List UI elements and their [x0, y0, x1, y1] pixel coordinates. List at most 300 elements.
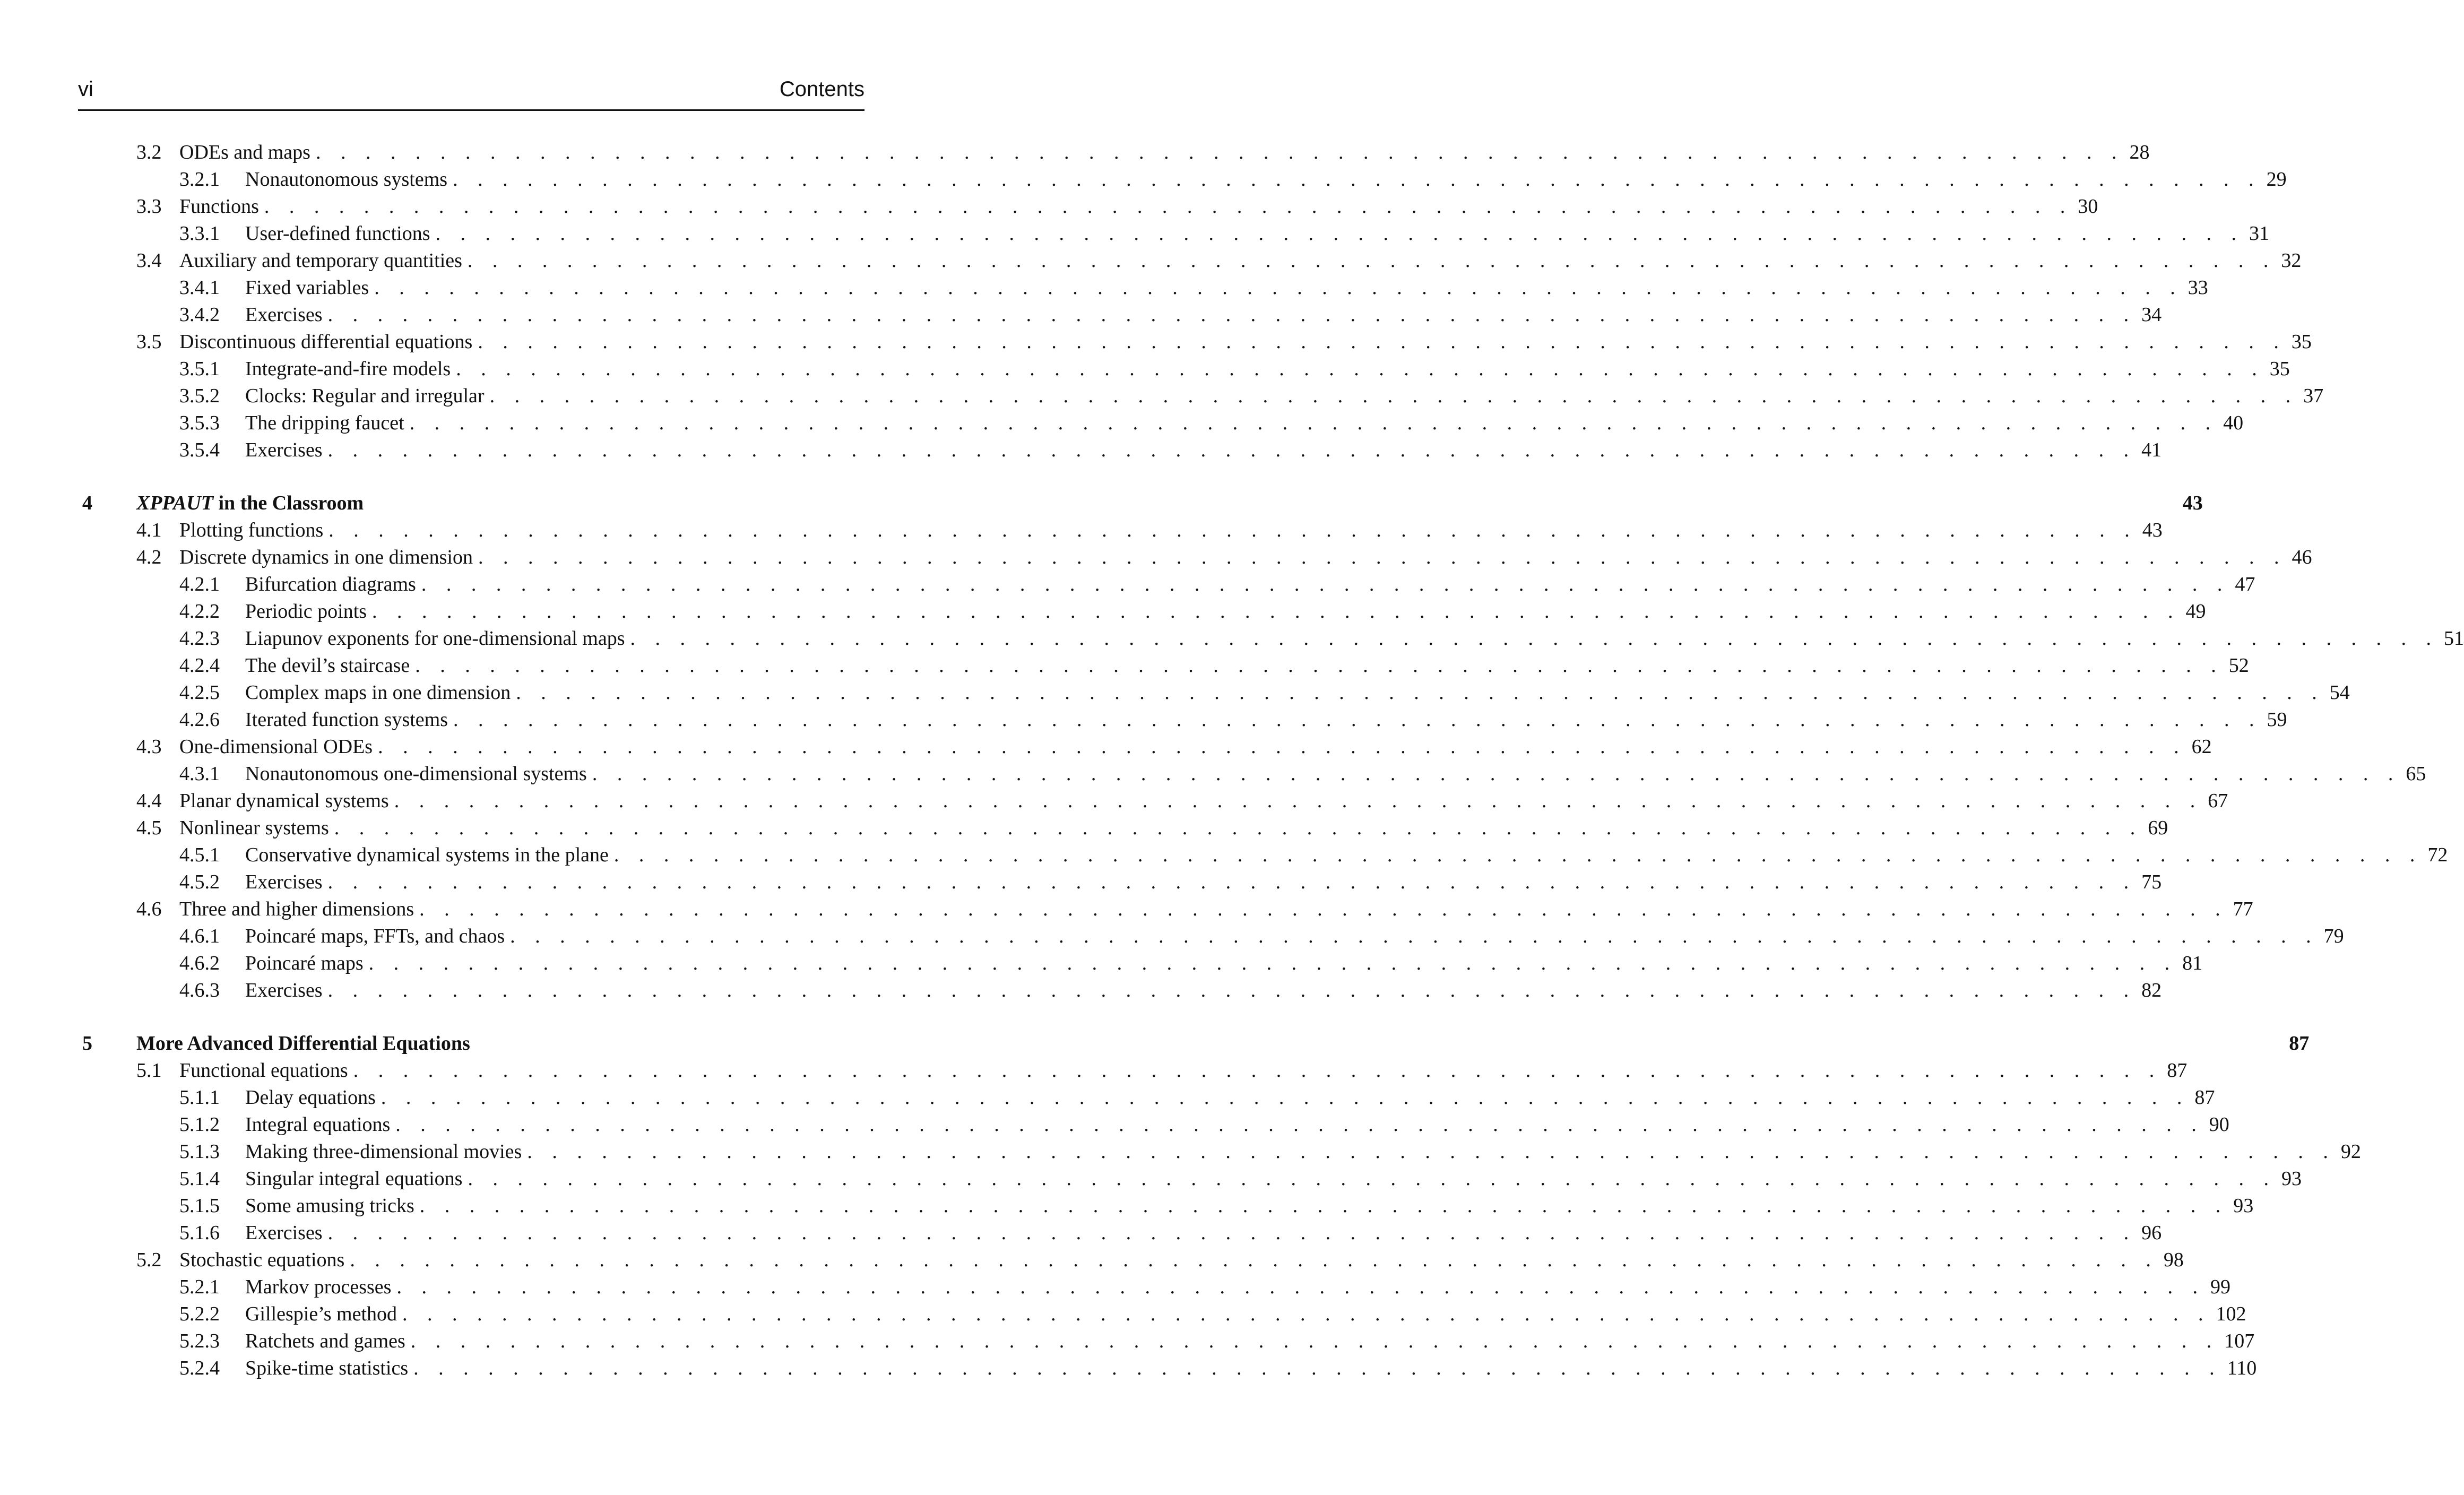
toc-entry-page: 110 — [2227, 1357, 2257, 1379]
toc-entry-title-text: Complex maps in one dimension — [245, 681, 511, 704]
toc-entry-title — [245, 166, 447, 193]
dot-leader: . . . . . . . . . . . . . . . . . . . . . . . . . . . . . . . . . . . . . . . . . . . . . . . . . . . . . . . . . . . . . . . . . . . . . . . . . — [394, 790, 2203, 812]
toc-entry-page: 41 — [2141, 439, 2162, 461]
toc-entry-title-text: Conservative dynamical systems in the plane — [245, 844, 609, 866]
toc-entry-body — [179, 1057, 2188, 1084]
toc-subsection-entry — [0, 220, 2270, 247]
toc-entry-title — [245, 1192, 414, 1220]
toc-entry-body — [245, 274, 2208, 301]
toc-subsection-entry — [0, 383, 2324, 410]
toc-entry-title — [245, 869, 323, 896]
toc-entry-body — [245, 166, 2287, 193]
toc-subsection-entry — [0, 1355, 2257, 1382]
toc-entry-title — [245, 1328, 405, 1355]
toc-entry-title-text: Markov processes — [245, 1276, 392, 1298]
dot-leader: . . . . . . . . . . . . . . . . . . . . . . . . . . . . . . . . . . . . . . . . . . . . . . . . . . . . . . . . . . . . . . . . . . . . . . . . . — [328, 519, 2137, 541]
toc-entry-page: 93 — [2233, 1195, 2254, 1217]
toc-subsection-entry — [0, 437, 2162, 464]
toc-entry-title-text: Poincaré maps — [245, 952, 364, 974]
toc-entry-title — [245, 356, 451, 383]
toc-entry-title-text: Exercises — [245, 979, 323, 1001]
toc-subsection-entry — [0, 410, 2244, 437]
toc-entry-page: 65 — [2406, 763, 2426, 785]
toc-entry-title-text: One-dimensional ODEs — [179, 736, 373, 758]
dot-leader: . . . . . . . . . . . . . . . . . . . . . . . . . . . . . . . . . . . . . . . . . . . . . . . . . . . . . . . . . . . . . . . . . . . . . . . . . — [402, 1303, 2211, 1325]
toc-entry-title-text: Making three-dimensional movies — [245, 1140, 522, 1163]
toc-entry-number: 4.2.1 — [179, 573, 220, 595]
toc-entry-title-text: Periodic points — [245, 600, 367, 623]
toc-entry-number: 3.5 — [136, 331, 162, 353]
dot-leader: . . . . . . . . . . . . . . . . . . . . . . . . . . . . . . . . . . . . . . . . . . . . . . . . . . . . . . . . . . . . . . . . . . . . . . . . . — [353, 1059, 2162, 1082]
toc-entry-body — [245, 977, 2162, 1004]
toc-entry-title-text: Exercises — [245, 1222, 323, 1244]
toc-entry-body — [245, 1138, 2361, 1165]
toc-entry-title-text: Exercises — [245, 871, 323, 893]
dot-leader: . . . . . . . . . . . . . . . . . . . . . . . . . . . . . . . . . . . . . . . . . . . . . . . . . . . . . . . . . . . . . . . . . . . . . . . . . — [327, 1222, 2137, 1244]
toc-section-entry — [0, 788, 2228, 815]
toc-entry-title — [245, 1138, 522, 1165]
toc-chapter-entry — [0, 1030, 2310, 1057]
toc-entry-number: 4.3.1 — [179, 763, 220, 785]
dot-leader: . . . . . . . . . . . . . . . . . . . . . . . . . . . . . . . . . . . . . . . . . . . . . . . . . . . . . . . . . . . . . . . . . . . . . . . . . — [327, 304, 2137, 326]
toc-entry-title — [245, 652, 410, 679]
toc-entry-title-text: Integral equations — [245, 1113, 391, 1136]
dot-leader: . . . . . . . . . . . . . . . . . . . . . . . . . . . . . . . . . . . . . . . . . . . . . . . . . . . . . . . . . . . . . . . . . . . . . . . . . — [592, 763, 2401, 785]
toc-entry-number: 3.2 — [136, 141, 162, 163]
toc-entry-number: 3.5.2 — [179, 385, 220, 407]
toc-entry-number: 4.6.2 — [179, 952, 220, 974]
toc-entry-title-text: The dripping faucet — [245, 412, 404, 434]
toc-entry-body — [245, 1192, 2254, 1220]
dot-leader: . . . . . . . . . . . . . . . . . . . . . . . . . . . . . . . . . . . . . . . . . . . . . . . . . . . . . . . . . . . . . . . . . . . . . . . . . — [409, 412, 2218, 434]
toc-entry-title — [245, 274, 369, 301]
toc-entry-number: 3.4.2 — [179, 304, 220, 326]
toc-entry-body — [179, 1247, 2184, 1274]
toc-entry-title — [245, 679, 511, 706]
toc-subsection-entry — [0, 761, 2426, 788]
dot-leader: . . . . . . . . . . . . . . . . . . . . . . . . . . . . . . . . . . . . . . . . . . . . . . . . . . . . . . . . . . . . . . . . . . . . . . . . . — [435, 222, 2244, 245]
toc-entry-body — [245, 1165, 2302, 1192]
toc-entry-title — [136, 490, 364, 517]
toc-entry-body — [245, 679, 2350, 706]
toc-entry-number: 4.5 — [136, 817, 162, 839]
toc-entry-body — [136, 1030, 2310, 1057]
toc-entry-title — [245, 1355, 408, 1382]
dot-leader: . . . . . . . . . . . . . . . . . . . . . . . . . . . . . . . . . . . . . . . . . . . . . . . . . . . . . . . . . . . . . . . . . . . . . . . . . — [315, 141, 2124, 163]
toc-entry-page: 47 — [2235, 573, 2255, 595]
toc-entry-title-text: Iterated function systems — [245, 708, 448, 731]
toc-entry-page: 87 — [2289, 1032, 2310, 1055]
toc-section-entry — [0, 815, 2168, 842]
toc-entry-body — [245, 1111, 2229, 1138]
toc-entry-number: 4.1 — [136, 519, 162, 541]
toc-entry-page: 29 — [2266, 168, 2287, 191]
toc-section-entry — [0, 517, 2163, 544]
toc-entry-number: 4.5.1 — [179, 844, 220, 866]
toc-entry-page: 35 — [2269, 358, 2290, 380]
toc-entry-number: 4.4 — [136, 790, 162, 812]
dot-leader: . . . . . . . . . . . . . . . . . . . . . . . . . . . . . . . . . . . . . . . . . . . . . . . . . . . . . . . . . . . . . . . . . . . . . . . . . — [453, 168, 2261, 191]
toc-entry-body — [245, 598, 2206, 625]
toc-entry-title — [179, 544, 473, 571]
toc-subsection-entry — [0, 1301, 2246, 1328]
toc-entry-title-text: Poincaré maps, FFTs, and chaos — [245, 925, 505, 947]
toc-entry-page: 72 — [2427, 844, 2448, 866]
toc-entry-number: 3.3 — [136, 195, 162, 218]
toc-subsection-entry — [0, 1084, 2215, 1111]
toc-entry-title — [245, 1084, 376, 1111]
toc-entry-body — [179, 733, 2212, 761]
toc-entry-body — [245, 1355, 2257, 1382]
dot-leader: . . . . . . . . . . . . . . . . . . . . . . . . . . . . . . . . . . . . . . . . . . . . . . . . . . . . . . . . . . . . . . . . . . . . . . . . . — [630, 627, 2439, 650]
toc-entry-body — [245, 1301, 2246, 1328]
toc-entry-body — [179, 139, 2150, 166]
toc-entry-number: 4.3 — [136, 736, 162, 758]
toc-entry-title-text: Nonautonomous systems — [245, 168, 448, 191]
dot-leader: . . . . . . . . . . . . . . . . . . . . . . . . . . . . . . . . . . . . . . . . . . . . . . . . . . . . . . . . . . . . . . . . . . . . . . . . . — [415, 654, 2224, 677]
toc-entry-number: 5.1.2 — [179, 1113, 220, 1136]
toc-entry-body — [245, 301, 2162, 329]
toc-entry-title-text: Clocks: Regular and irregular — [245, 385, 485, 407]
toc-entry-body — [245, 842, 2448, 869]
dot-leader: . . . . . . . . . . . . . . . . . . . . . . . . . . . . . . . . . . . . . . . . . . . . . . . . . . . . . . . . . . . . . . . . . . . . . . . . . — [527, 1140, 2336, 1163]
toc-entry-body — [245, 220, 2270, 247]
running-head: Contents — [779, 77, 864, 101]
toc-entry-body — [245, 1084, 2215, 1111]
toc-entry-number: 5.1.6 — [179, 1222, 220, 1244]
dot-leader: . . . . . . . . . . . . . . . . . . . . . . . . . . . . . . . . . . . . . . . . . . . . . . . . . . . . . . . . . . . . . . . . . . . . . . . . . — [613, 844, 2423, 866]
toc-entry-page: 67 — [2208, 790, 2228, 812]
toc-entry-page: 102 — [2216, 1303, 2246, 1325]
toc-entry-title-text: in the Classroom — [213, 492, 364, 514]
toc-subsection-entry — [0, 1138, 2361, 1165]
toc-entry-title — [245, 410, 404, 437]
dot-leader: . . . . . . . . . . . . . . . . . . . . . . . . . . . . . . . . . . . . . . . . . . . . . . . . . . . . . . . . . . . . . . . . . . . . . . . . . — [421, 573, 2230, 595]
toc-subsection-entry — [0, 598, 2206, 625]
toc-entry-page: 34 — [2141, 304, 2162, 326]
toc-entry-page: 107 — [2224, 1330, 2255, 1352]
toc-chapter-entry — [0, 490, 2203, 517]
toc-entry-title — [245, 761, 587, 788]
toc-subsection-entry — [0, 1165, 2302, 1192]
toc-entry-body — [179, 193, 2098, 220]
toc-entry-number: 4 — [82, 492, 92, 514]
toc-entry-title — [245, 437, 323, 464]
toc-entry-page: 51 — [2444, 627, 2464, 650]
toc-entry-body — [245, 706, 2287, 733]
dot-leader: . . . . . . . . . . . . . . . . . . . . . . . . . . . . . . . . . . . . . . . . . . . . . . . . . . . . . . . . . . . . . . . . . . . . . . . . . — [327, 871, 2137, 893]
dot-leader: . . . . . . . . . . . . . . . . . . . . . . . . . . . . . . . . . . . . . . . . . . . . . . . . . . . . . . . . . . . . . . . . . . . . . . . . . — [396, 1276, 2205, 1298]
toc-entry-title-text: Nonlinear systems — [179, 817, 329, 839]
toc-subsection-entry — [0, 679, 2350, 706]
toc-entry-number: 4.2.4 — [179, 654, 220, 677]
toc-entry-title-text: Delay equations — [245, 1086, 376, 1109]
toc-entry-title-text: Three and higher dimensions — [179, 898, 414, 920]
toc-entry-body — [245, 1220, 2162, 1247]
toc-entry-title — [245, 706, 448, 733]
toc-entry-page: 43 — [2182, 492, 2203, 514]
page-number: vi — [78, 77, 93, 101]
toc-subsection-entry — [0, 356, 2290, 383]
toc-entry-body — [245, 761, 2426, 788]
toc-entry-title — [245, 301, 323, 329]
toc-entry-title-text: Stochastic equations — [179, 1249, 345, 1271]
toc-entry-body — [136, 490, 2203, 517]
toc-entry-page: 52 — [2228, 654, 2249, 677]
toc-entry-number: 4.2.2 — [179, 600, 220, 623]
toc-entry-title-text: Functional equations — [179, 1059, 348, 1082]
toc-entry-body — [245, 625, 2464, 652]
toc-entry-title-text: Auxiliary and temporary quantities — [179, 249, 462, 272]
table-of-contents — [0, 139, 2464, 1382]
dot-leader: . . . . . . . . . . . . . . . . . . . . . . . . . . . . . . . . . . . . . . . . . . . . . . . . . . . . . . . . . . . . . . . . . . . . . . . . . — [478, 331, 2286, 353]
dot-leader: . . . . . . . . . . . . . . . . . . . . . . . . . . . . . . . . . . . . . . . . . . . . . . . . . . . . . . . . . . . . . . . . . . . . . . . . . — [327, 439, 2137, 461]
toc-entry-title — [179, 1057, 348, 1084]
toc-entry-page: 46 — [2292, 546, 2312, 568]
toc-section-entry — [0, 193, 2098, 220]
toc-entry-title-text: More Advanced Differential Equations — [136, 1032, 470, 1055]
toc-entry-number: 3.4 — [136, 249, 162, 272]
toc-entry-number: 5.1.4 — [179, 1168, 220, 1190]
toc-entry-title — [179, 193, 259, 220]
toc-entry-body — [179, 896, 2253, 923]
toc-entry-number: 3.5.4 — [179, 439, 220, 461]
toc-section-entry — [0, 1247, 2184, 1274]
toc-entry-body — [245, 410, 2244, 437]
toc-entry-page: 31 — [2249, 222, 2270, 245]
toc-entry-title-text: Functions — [179, 195, 259, 218]
toc-entry-title — [179, 896, 414, 923]
toc-entry-title-text: Discontinuous differential equations — [179, 331, 473, 353]
dot-leader: . . . . . . . . . . . . . . . . . . . . . . . . . . . . . . . . . . . . . . . . . . . . . . . . . . . . . . . . . . . . . . . . . . . . . . . . . — [334, 817, 2143, 839]
toc-entry-body — [179, 544, 2312, 571]
toc-entry-title — [245, 1301, 397, 1328]
toc-entry-title-text: Liapunov exponents for one-dimensional maps — [245, 627, 625, 650]
toc-entry-page: 49 — [2185, 600, 2206, 623]
toc-section-entry — [0, 1057, 2188, 1084]
toc-entry-title — [136, 1030, 470, 1057]
toc-entry-page: 92 — [2340, 1140, 2361, 1163]
toc-entry-body — [245, 923, 2344, 950]
toc-entry-number: 3.4.1 — [179, 276, 220, 299]
toc-entry-title-text: Exercises — [245, 439, 323, 461]
toc-entry-body — [245, 356, 2290, 383]
toc-entry-number: 3.3.1 — [179, 222, 220, 245]
toc-entry-number: 5.1.5 — [179, 1195, 220, 1217]
toc-entry-title-text: Singular integral equations — [245, 1168, 463, 1190]
dot-leader: . . . . . . . . . . . . . . . . . . . . . . . . . . . . . . . . . . . . . . . . . . . . . . . . . . . . . . . . . . . . . . . . . . . . . . . . . — [368, 952, 2177, 974]
toc-entry-page: 87 — [2167, 1059, 2188, 1082]
toc-section-entry — [0, 139, 2150, 166]
dot-leader: . . . . . . . . . . . . . . . . . . . . . . . . . . . . . . . . . . . . . . . . . . . . . . . . . . . . . . . . . . . . . . . . . . . . . . . . . — [413, 1357, 2222, 1379]
toc-entry-number: 4.6.1 — [179, 925, 220, 947]
toc-entry-page: 28 — [2129, 141, 2150, 163]
toc-entry-body — [245, 437, 2162, 464]
toc-entry-title — [179, 139, 310, 166]
toc-subsection-entry — [0, 706, 2287, 733]
dot-leader: . . . . . . . . . . . . . . . . . . . . . . . . . . . . . . . . . . . . . . . . . . . . . . . . . . . . . . . . . . . . . . . . . . . . . . . . . — [264, 195, 2073, 218]
toc-entry-title-text: Nonautonomous one-dimensional systems — [245, 763, 587, 785]
toc-entry-number: 4.2 — [136, 546, 162, 568]
toc-entry-page: 90 — [2209, 1113, 2229, 1136]
toc-entry-title — [179, 815, 329, 842]
toc-entry-body — [245, 571, 2255, 598]
toc-entry-body — [245, 869, 2162, 896]
toc-entry-page: 54 — [2329, 681, 2350, 704]
toc-subsection-entry — [0, 652, 2249, 679]
toc-entry-body — [245, 950, 2203, 977]
toc-entry-page: 33 — [2188, 276, 2208, 299]
toc-entry-number: 4.5.2 — [179, 871, 220, 893]
toc-entry-number: 5.2.4 — [179, 1357, 220, 1379]
toc-entry-number: 5 — [82, 1032, 92, 1055]
toc-entry-title — [245, 842, 609, 869]
toc-entry-title — [179, 733, 373, 761]
dot-leader: . . . . . . . . . . . . . . . . . . . . . . . . . . . . . . . . . . . . . . . . . . . . . . . . . . . . . . . . . . . . . . . . . . . . . . . . . — [419, 1195, 2228, 1217]
dot-leader: . . . . . . . . . . . . . . . . . . . . . . . . . . . . . . . . . . . . . . . . . . . . . . . . . . . . . . . . . . . . . . . . . . . . . . . . . — [489, 385, 2298, 407]
toc-entry-title-text: Integrate-and-fire models — [245, 358, 451, 380]
toc-entry-page: 96 — [2141, 1222, 2162, 1244]
toc-entry-page: 75 — [2141, 871, 2162, 893]
toc-entry-number: 3.5.3 — [179, 412, 220, 434]
toc-subsection-entry — [0, 869, 2162, 896]
toc-entry-title — [245, 220, 430, 247]
toc-entry-title-text: ODEs and maps — [179, 141, 310, 163]
toc-entry-title — [245, 923, 505, 950]
toc-entry-number: 3.5.1 — [179, 358, 220, 380]
toc-entry-body — [179, 815, 2168, 842]
toc-entry-title-text: Fixed variables — [245, 276, 369, 299]
toc-entry-body — [179, 329, 2312, 356]
toc-entry-number: 4.2.6 — [179, 708, 220, 731]
toc-subsection-entry — [0, 1192, 2254, 1220]
toc-entry-page: 77 — [2233, 898, 2253, 920]
toc-entry-body — [245, 1328, 2255, 1355]
toc-entry-number: 5.2.1 — [179, 1276, 220, 1298]
dot-leader: . . . . . . . . . . . . . . . . . . . . . . . . . . . . . . . . . . . . . . . . . . . . . . . . . . . . . . . . . . . . . . . . . . . . . . . . . — [467, 249, 2276, 272]
toc-subsection-entry — [0, 625, 2464, 652]
toc-entry-title — [179, 788, 389, 815]
toc-entry-page: 82 — [2141, 979, 2162, 1001]
toc-entry-number: 5.2 — [136, 1249, 162, 1271]
toc-section-entry — [0, 247, 2302, 274]
toc-entry-number: 5.1.1 — [179, 1086, 220, 1109]
toc-entry-title-text: Plotting functions — [179, 519, 324, 541]
toc-entry-body — [179, 517, 2163, 544]
toc-subsection-entry — [0, 842, 2448, 869]
toc-entry-title — [179, 329, 472, 356]
toc-subsection-entry — [0, 950, 2203, 977]
toc-subsection-entry — [0, 1274, 2230, 1301]
toc-entry-page: 30 — [2078, 195, 2098, 218]
toc-entry-title-text: Planar dynamical systems — [179, 790, 389, 812]
toc-entry-body — [245, 1274, 2230, 1301]
toc-entry-title-text: Spike-time statistics — [245, 1357, 409, 1379]
toc-entry-title — [245, 383, 485, 410]
toc-entry-title-text: Ratchets and games — [245, 1330, 405, 1352]
toc-entry-title — [245, 1220, 323, 1247]
toc-subsection-entry — [0, 301, 2162, 329]
toc-entry-page: 79 — [2323, 925, 2344, 947]
dot-leader: . . . . . . . . . . . . . . . . . . . . . . . . . . . . . . . . . . . . . . . . . . . . . . . . . . . . . . . . . . . . . . . . . . . . . . . . . — [410, 1330, 2219, 1352]
toc-entry-body — [245, 652, 2249, 679]
dot-leader: . . . . . . . . . . . . . . . . . . . . . . . . . . . . . . . . . . . . . . . . . . . . . . . . . . . . . . . . . . . . . . . . . . . . . . . . . — [478, 546, 2287, 568]
dot-leader: . . . . . . . . . . . . . . . . . . . . . . . . . . . . . . . . . . . . . . . . . . . . . . . . . . . . . . . . . . . . . . . . . . . . . . . . . — [510, 925, 2319, 947]
toc-entry-page: 32 — [2281, 249, 2302, 272]
toc-section-entry — [0, 544, 2312, 571]
toc-entry-number: 4.6 — [136, 898, 162, 920]
toc-entry-page: 81 — [2182, 952, 2203, 974]
toc-entry-number: 3.2.1 — [179, 168, 220, 191]
dot-leader: . . . . . . . . . . . . . . . . . . . . . . . . . . . . . . . . . . . . . . . . . . . . . . . . . . . . . . . . . . . . . . . . . . . . . . . . . — [516, 681, 2324, 704]
dot-leader: . . . . . . . . . . . . . . . . . . . . . . . . . . . . . . . . . . . . . . . . . . . . . . . . . . . . . . . . . . . . . . . . . . . . . . . . . — [381, 1086, 2190, 1109]
dot-leader: . . . . . . . . . . . . . . . . . . . . . . . . . . . . . . . . . . . . . . . . . . . . . . . . . . . . . . . . . . . . . . . . . . . . . . . . . — [374, 276, 2183, 299]
toc-entry-page: 99 — [2210, 1276, 2230, 1298]
toc-entry-title-text: Exercises — [245, 304, 323, 326]
toc-entry-page: 43 — [2142, 519, 2163, 541]
toc-section-entry — [0, 733, 2212, 761]
page-header — [78, 74, 864, 111]
toc-subsection-entry — [0, 977, 2162, 1004]
toc-entry-title-text: The devil’s staircase — [245, 654, 410, 677]
dot-leader: . . . . . . . . . . . . . . . . . . . . . . . . . . . . . . . . . . . . . . . . . . . . . . . . . . . . . . . . . . . . . . . . . . . . . . . . . — [350, 1249, 2158, 1271]
toc-entry-page: 93 — [2281, 1168, 2302, 1190]
toc-entry-page: 98 — [2163, 1249, 2184, 1271]
toc-entry-title-text: Discrete dynamics in one dimension — [179, 546, 473, 568]
dot-leader: . . . . . . . . . . . . . . . . . . . . . . . . . . . . . . . . . . . . . . . . . . . . . . . . . . . . . . . . . . . . . . . . . . . . . . . . . — [378, 736, 2186, 758]
toc-entry-title-text: User-defined functions — [245, 222, 430, 245]
dot-leader: . . . . . . . . . . . . . . . . . . . . . . . . . . . . . . . . . . . . . . . . . . . . . . . . . . . . . . . . . . . . . . . . . . . . . . . . . — [372, 600, 2181, 623]
toc-subsection-entry — [0, 571, 2255, 598]
toc-entry-page: 62 — [2191, 736, 2212, 758]
toc-entry-number: 5.1.3 — [179, 1140, 220, 1163]
toc-entry-number: 4.2.5 — [179, 681, 220, 704]
toc-subsection-entry — [0, 1328, 2255, 1355]
toc-entry-title — [179, 247, 462, 274]
toc-entry-title — [245, 950, 364, 977]
toc-entry-number: 5.1 — [136, 1059, 162, 1082]
dot-leader: . . . . . . . . . . . . . . . . . . . . . . . . . . . . . . . . . . . . . . . . . . . . . . . . . . . . . . . . . . . . . . . . . . . . . . . . . — [468, 1168, 2276, 1190]
toc-entry-body — [179, 247, 2302, 274]
toc-entry-page: 35 — [2291, 331, 2312, 353]
toc-entry-title — [245, 1111, 390, 1138]
toc-entry-title — [245, 1274, 391, 1301]
toc-subsection-entry — [0, 274, 2208, 301]
toc-entry-title — [245, 571, 416, 598]
toc-entry-title-emphasis: XPPAUT — [136, 492, 213, 514]
toc-section-entry — [0, 896, 2253, 923]
toc-entry-page: 87 — [2194, 1086, 2215, 1109]
dot-leader: . . . . . . . . . . . . . . . . . . . . . . . . . . . . . . . . . . . . . . . . . . . . . . . . . . . . . . . . . . . . . . . . . . . . . . . . . — [395, 1113, 2204, 1136]
toc-entry-body — [245, 383, 2324, 410]
dot-leader: . . . . . . . . . . . . . . . . . . . . . . . . . . . . . . . . . . . . . . . . . . . . . . . . . . . . . . . . . . . . . . . . . . . . . . . . . — [419, 898, 2228, 920]
toc-entry-number: 5.2.3 — [179, 1330, 220, 1352]
dot-leader: . . . . . . . . . . . . . . . . . . . . . . . . . . . . . . . . . . . . . . . . . . . . . . . . . . . . . . . . . . . . . . . . . . . . . . . . . — [453, 708, 2262, 731]
toc-entry-page: 69 — [2148, 817, 2168, 839]
toc-subsection-entry — [0, 1111, 2229, 1138]
toc-entry-title-text: Some amusing tricks — [245, 1195, 414, 1217]
toc-entry-page: 59 — [2267, 708, 2287, 731]
toc-entry-number: 5.2.2 — [179, 1303, 220, 1325]
dot-leader: . . . . . . . . . . . . . . . . . . . . . . . . . . . . . . . . . . . . . . . . . . . . . . . . . . . . . . . . . . . . . . . . . . . . . . . . . — [456, 358, 2264, 380]
toc-entry-title — [245, 598, 367, 625]
toc-entry-number: 4.6.3 — [179, 979, 220, 1001]
toc-entry-body — [179, 788, 2228, 815]
toc-subsection-entry — [0, 923, 2344, 950]
dot-leader: . . . . . . . . . . . . . . . . . . . . . . . . . . . . . . . . . . . . . . . . . . . . . . . . . . . . . . . . . . . . . . . . . . . . . . . . . — [327, 979, 2137, 1001]
toc-entry-title-text: Gillespie’s method — [245, 1303, 397, 1325]
toc-entry-title — [179, 1247, 344, 1274]
